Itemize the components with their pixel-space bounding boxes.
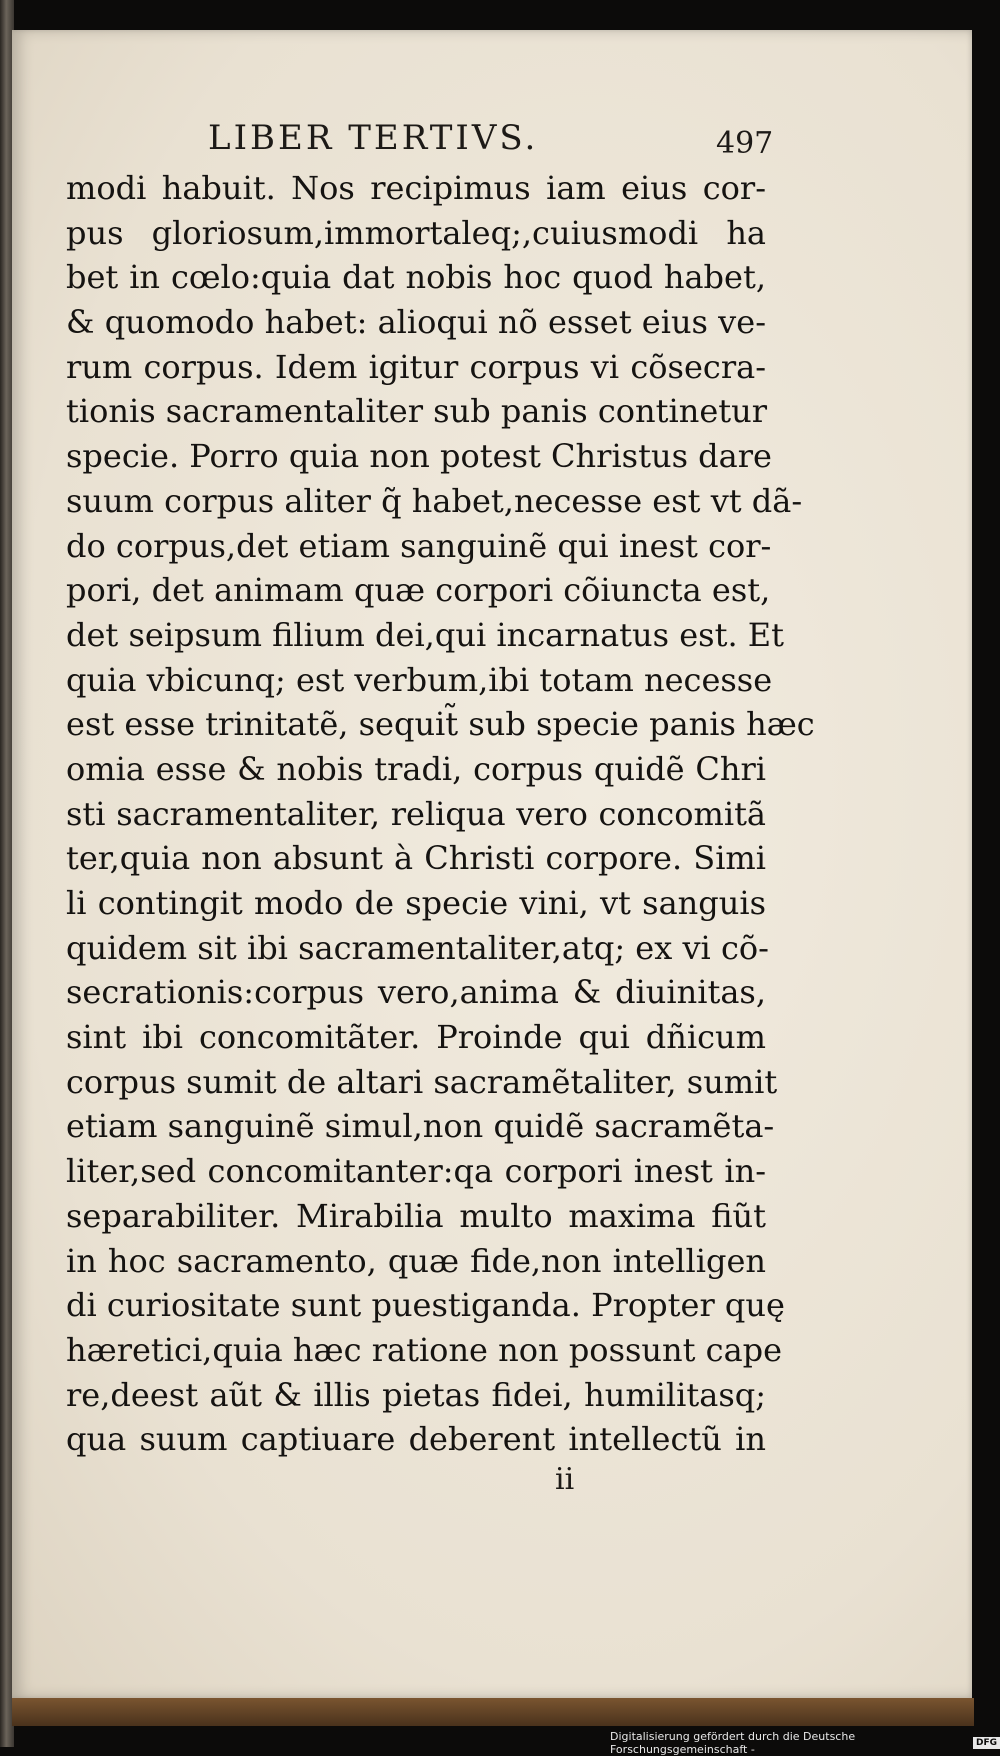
- signature-mark: ii: [555, 1462, 575, 1497]
- text-line: est esse trinitatẽ, sequit̃ sub specie panis hæc: [66, 705, 815, 744]
- body-text: [66, 166, 815, 1462]
- running-head: LIBER TERTIVS.: [208, 118, 539, 158]
- text-line: etiam sanguinẽ simul,non quidẽ sacramẽta-: [66, 1107, 775, 1146]
- text-line: tionis sacramentaliter sub panis continetur: [66, 392, 768, 431]
- text-line: quia vbicunq; est verbum,ibi totam necesse: [66, 660, 773, 699]
- text-line: specie. Porro quia non potest Christus dare: [66, 437, 772, 476]
- text-line: qua suum captiuare deberent intellectũ in: [66, 1420, 766, 1459]
- credit-text: Digitalisierung gefördert durch die Deutsche Forschungsgemeinschaft -: [610, 1730, 856, 1756]
- text-line: pori, det animam quæ corpori cõiuncta est,: [66, 571, 771, 610]
- text-line: ter,quia non absunt à Christi corpore. Simi: [66, 839, 766, 878]
- text-line: bet in cœlo:quia dat nobis hoc quod habet,: [66, 258, 766, 297]
- text-line: di curiositate sunt puestiganda. Propter quę: [66, 1286, 785, 1325]
- text-line: sti sacramentaliter, reliqua vero concomitã: [66, 794, 766, 833]
- text-line: modi habuit. Nos recipimus iam eius cor-: [66, 169, 766, 207]
- digitization-credit: [610, 1730, 1000, 1756]
- text-line: re,deest aũt & illis pietas fidei, humilitasq;: [66, 1375, 766, 1414]
- text-line: separabiliter. Mirabilia multo maxima fiũt: [66, 1196, 766, 1235]
- page-number: 497: [716, 126, 774, 161]
- text-line: in hoc sacramento, quæ fide,non intelligen: [66, 1241, 766, 1280]
- text-line: secrationis:corpus vero,anima & diuinitas,: [66, 973, 766, 1012]
- text-line: suum corpus aliter q̃ habet,necesse est vt dã-: [66, 481, 803, 520]
- text-line: rum corpus. Idem igitur corpus vi cõsecra-: [66, 347, 766, 386]
- text-line: omia esse & nobis tradi, corpus quidẽ Chri: [66, 749, 766, 788]
- text-line: do corpus,det etiam sanguinẽ qui inest cor-: [66, 526, 772, 565]
- text-line: sint ibi concomitãter. Proinde qui dñicum: [66, 1018, 766, 1057]
- text-line: liter,sed concomitanter:qa corpori inest in-: [66, 1152, 766, 1191]
- text-line: det seipsum filium dei,qui incarnatus est. Et: [66, 615, 785, 654]
- text-line: & quomodo habet: alioqui nõ esset eius ve-: [66, 303, 766, 342]
- page-bottom-edge: [12, 1698, 974, 1726]
- text-line: corpus sumit de altari sacramẽtaliter, sumit: [66, 1062, 778, 1101]
- text-line: hæretici,quia hæc ratione non possunt cape: [66, 1330, 783, 1369]
- text-line: pus gloriosum,immortaleq;,cuiusmodi ha: [66, 213, 766, 252]
- text-line: quidem sit ibi sacramentaliter,atq; ex vi cõ-: [66, 928, 769, 967]
- text-line: li contingit modo de specie vini, vt sanguis: [66, 884, 766, 922]
- dfg-logo: DFG: [973, 1737, 1000, 1749]
